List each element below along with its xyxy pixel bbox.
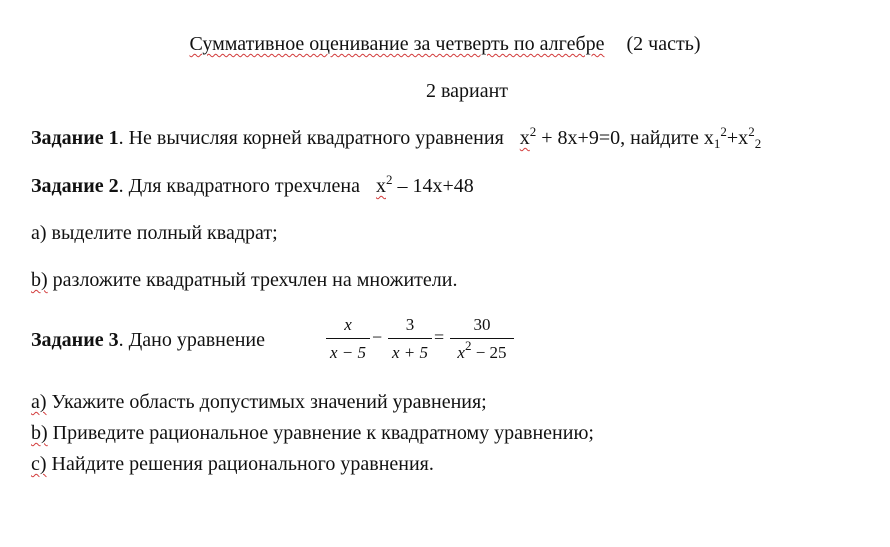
fraction-3-denominator: $x^2 - 25$: [457, 338, 507, 362]
task-1: [31, 126, 761, 150]
task-2-b-text: разложите квадратный трехчлен на множители.: [52, 269, 458, 291]
task-2-item-a: [31, 221, 278, 245]
task-1-equation: $x^2 + 8x+9=0$, найдите $x_1^2+x^2_2$: [519, 124, 762, 151]
task-2-label: Задание 2: [31, 175, 119, 197]
task-2-text: . Для квадратного трехчлена: [118, 175, 360, 197]
equals-sign: =: [434, 327, 445, 347]
task-2-expression: $x^2 - 14x+48$: [376, 172, 474, 197]
fraction-1: [326, 313, 370, 365]
task-3-item-c: [31, 452, 434, 476]
title-word-summative: Суммативное оценивание за четверть по алгебре: [189, 33, 605, 55]
task-3-item-a: [31, 390, 487, 414]
fraction-2: [388, 313, 432, 365]
task-3-a-marker: a): [31, 391, 47, 413]
fraction-2-bar: [388, 338, 432, 339]
fraction-1-bar: [326, 338, 370, 339]
fraction-1-numerator: x: [344, 315, 352, 334]
task-3-equation: [322, 313, 522, 371]
task-2-a-text: выделите полный квадрат;: [51, 222, 278, 244]
fraction-3-numerator: 30: [473, 315, 491, 334]
title-part: (2 часть): [626, 33, 701, 55]
task-3-c-marker: c): [31, 453, 47, 475]
document-title: [0, 32, 890, 56]
fraction-3-bar: [450, 338, 514, 339]
task-2-a-marker: a): [31, 222, 47, 244]
task-2-b-marker: b): [31, 269, 48, 291]
task-3-item-b: [31, 421, 594, 445]
task-3-a-text: Укажите область допустимых значений уравнения;: [51, 391, 487, 413]
task-3-c-text: Найдите решения рационального уравнения.: [51, 453, 434, 475]
minus-sign: −: [372, 327, 383, 347]
task-2-item-b: [31, 268, 457, 292]
task-3-label: Задание 3: [31, 329, 119, 351]
title-main: [189, 33, 604, 55]
fraction-2-numerator: 3: [405, 315, 415, 334]
variant-label: 2 вариант: [425, 80, 509, 102]
task-1-text: . Не вычисляя корней квадратного уравнения: [118, 127, 504, 149]
task-1-label: Задание 1: [31, 127, 119, 149]
fraction-3: [450, 313, 514, 365]
task-3-text: . Дано уравнение: [118, 329, 266, 351]
task-3-b-text: Приведите рациональное уравнение к квадратному уравнению;: [52, 422, 594, 444]
task-2: [31, 174, 474, 198]
fraction-2-denominator: x + 5: [391, 343, 429, 362]
task-3: [31, 328, 265, 352]
task-3-b-marker: b): [31, 422, 48, 444]
fraction-1-denominator: x − 5: [329, 343, 367, 362]
